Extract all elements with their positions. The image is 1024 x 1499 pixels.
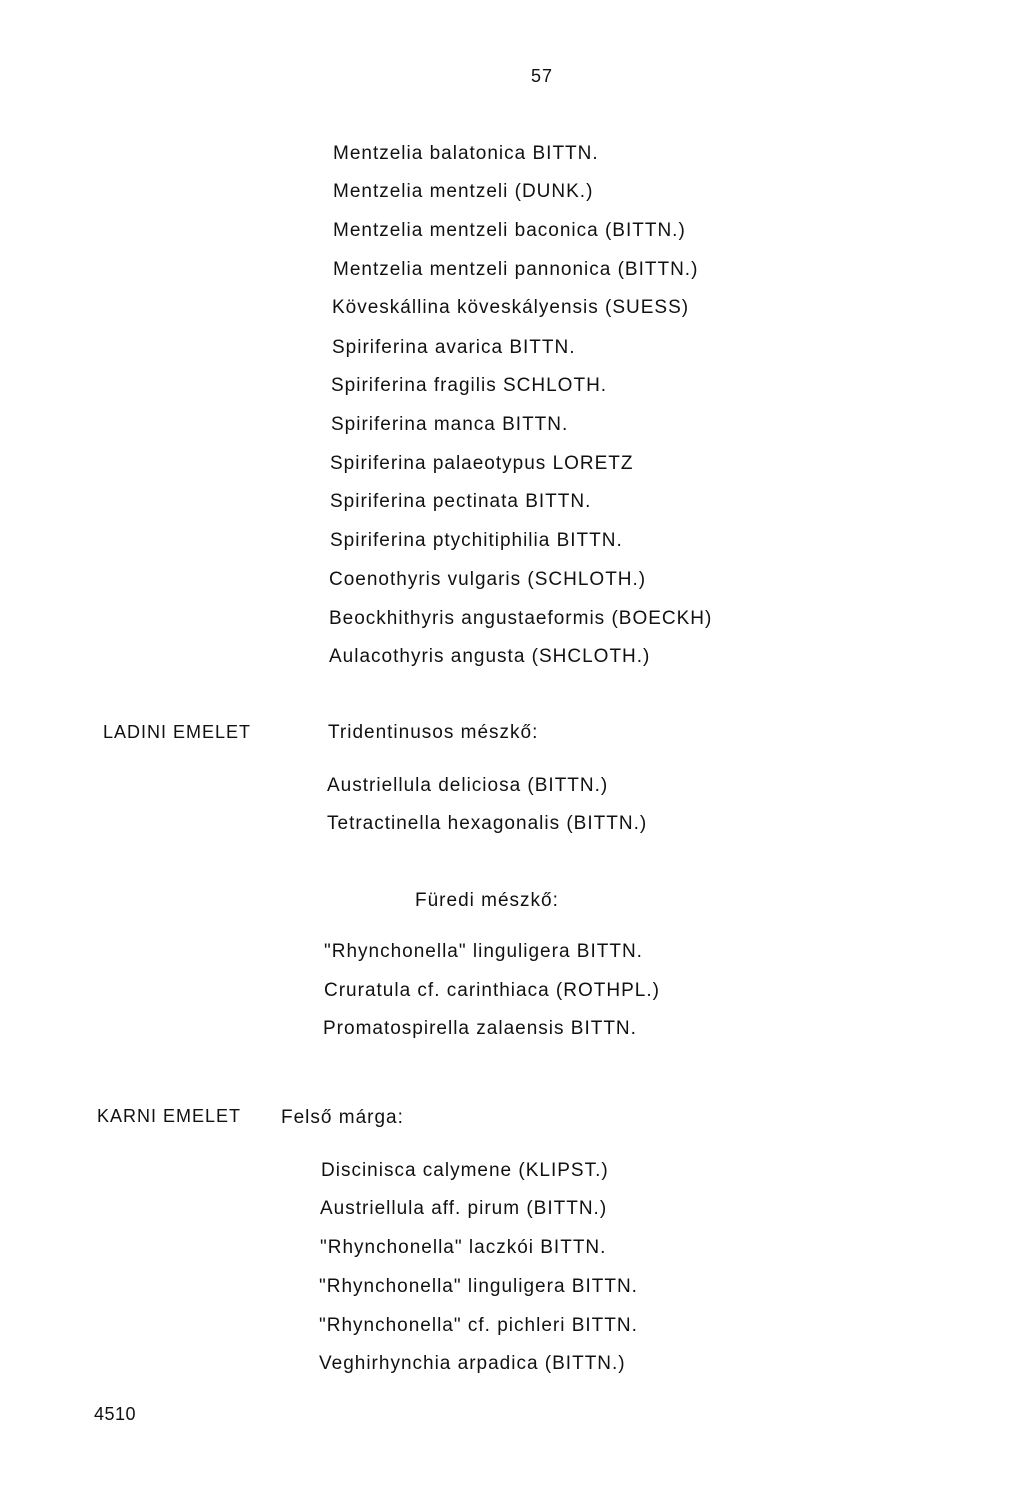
list-item: "Rhynchonella" cf. pichleri BITTN. xyxy=(319,1315,638,1336)
list-item: "Rhynchonella" laczkói BITTN. xyxy=(320,1237,607,1258)
list-item: Austriellula deliciosa (BITTN.) xyxy=(327,775,609,796)
list-item: Köveskállina köveskályensis (SUESS) xyxy=(332,297,690,318)
stage-label-ladini: LADINI EMELET xyxy=(103,722,252,742)
list-item: Mentzelia balatonica BITTN. xyxy=(333,143,599,164)
footer-code: 4510 xyxy=(94,1404,137,1424)
list-item: "Rhynchonella" linguligera BITTN. xyxy=(319,1276,638,1297)
section-heading-felso-marga: Felső márga: xyxy=(281,1107,404,1128)
list-item: Austriellula aff. pirum (BITTN.) xyxy=(320,1198,608,1219)
list-item: Cruratula cf. carinthiaca (ROTHPL.) xyxy=(324,980,660,1001)
list-item: Mentzelia mentzeli pannonica (BITTN.) xyxy=(333,259,699,280)
list-item: Coenothyris vulgaris (SCHLOTH.) xyxy=(329,569,647,590)
list-item: Mentzelia mentzeli baconica (BITTN.) xyxy=(333,220,686,241)
list-item: Spiriferina fragilis SCHLOTH. xyxy=(331,375,608,396)
list-item: Tetractinella hexagonalis (BITTN.) xyxy=(327,813,648,834)
list-item: Veghirhynchia arpadica (BITTN.) xyxy=(319,1353,626,1374)
section-heading-furedi: Füredi mészkő: xyxy=(415,890,559,911)
section-heading-tridentinus: Tridentinusos mészkő: xyxy=(328,722,539,743)
stage-label-karni: KARNI EMELET xyxy=(97,1106,242,1126)
list-item: Spiriferina manca BITTN. xyxy=(331,414,569,435)
list-item: Spiriferina palaeotypus LORETZ xyxy=(330,453,634,474)
list-item: Mentzelia mentzeli (DUNK.) xyxy=(333,181,594,202)
page-number: 57 xyxy=(531,66,554,86)
list-item: Aulacothyris angusta (SHCLOTH.) xyxy=(329,646,651,667)
list-item: "Rhynchonella" linguligera BITTN. xyxy=(324,941,643,962)
list-item: Spiriferina avarica BITTN. xyxy=(332,337,576,358)
list-item: Spiriferina pectinata BITTN. xyxy=(330,491,592,512)
list-item: Promatospirella zalaensis BITTN. xyxy=(323,1018,637,1039)
list-item: Discinisca calymene (KLIPST.) xyxy=(321,1160,609,1181)
list-item: Beockhithyris angustaeformis (BOECKH) xyxy=(329,608,713,629)
list-item: Spiriferina ptychitiphilia BITTN. xyxy=(330,530,623,551)
